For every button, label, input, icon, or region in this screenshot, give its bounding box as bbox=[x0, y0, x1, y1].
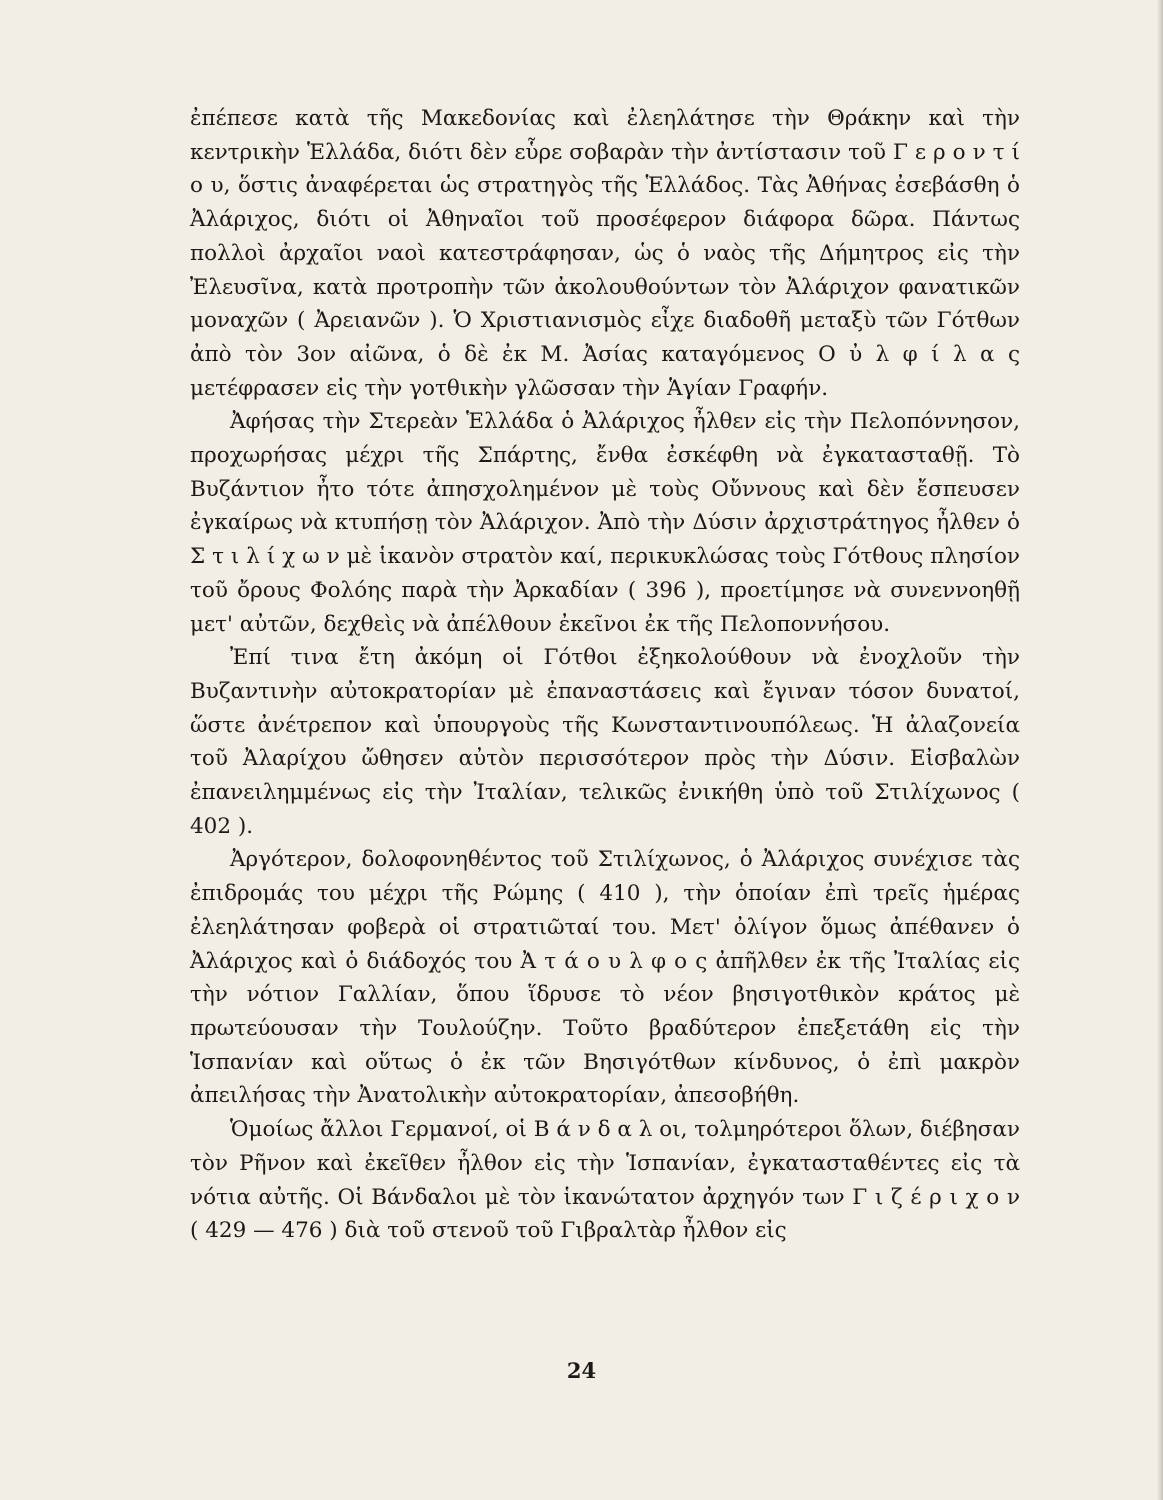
paragraph-1: ἐπέπεσε κατὰ τῆς Μακεδονίας καὶ ἐλεηλάτησε τὴν Θράκην καὶ τὴν κεντρικὴν Ἑλλάδα, διότι δὲν εὗρε σοβαρὰν τὴν ἀντίστασιν τοῦ Γ ε ρ ο ν τ ί ο υ, ὅστις ἀναφέρεται ὡς στρατηγὸς τῆς Ἑλλάδος. Τὰς Ἀθήνας ἐσεβάσθη ὁ Ἀλάριχος, διότι οἱ Ἀθηναῖοι τοῦ προσέφερον διάφορα δῶρα. Πάντως πολλοὶ ἀρχαῖοι ναοὶ κατεστράφησαν, ὡς ὁ ναὸς τῆς Δήμητρος εἰς τὴν Ἐλευσῖνα, κατὰ προτροπὴν τῶν ἀκολουθούντων τὸν Ἀλάριχον φανατικῶν μοναχῶν ( Ἀρειανῶν ). Ὁ Χριστιανισμὸς εἶχε διαδοθῆ μεταξὺ τῶν Γότθων ἀπὸ τὸν 3ον αἰῶνα, ὁ δὲ ἐκ Μ. Ἀσίας καταγόμενος Ο ὐ λ φ ί λ α ς μετέφρασεν εἰς τὴν γοτθικὴν γλῶσσαν τὴν Ἁγίαν Γραφήν. bbox=[190, 106, 1020, 401]
body-text bbox=[190, 102, 1020, 1248]
paragraph-4: Ἀργότερον, δολοφονηθέντος τοῦ Στιλίχωνος, ὁ Ἀλάριχος συνέχισε τὰς ἐπιδρομάς του μέχρι τῆς Ρώμης ( 410 ), τὴν ὁποίαν ἐπὶ τρεῖς ἡμέρας ἐλεηλάτησαν φοβερὰ οἱ στρατιῶταί του. Μετ' ὀλίγον ὅμως ἀπέθανεν ὁ Ἀλάριχος καὶ ὁ διάδοχός του Ἀ τ ά ο υ λ φ ο ς ἀπῆλθεν ἐκ τῆς Ἰταλίας εἰς τὴν νότιον Γαλλίαν, ὅπου ἵδρυσε τὸ νέον βησιγοτθικὸν κράτος μὲ πρωτεύουσαν τὴν Τουλούζην. Τοῦτο βραδύτερον ἐπεξετάθη εἰς τὴν Ἱσπανίαν καὶ οὕτως ὁ ἐκ τῶν Βησιγότθων κίνδυνος, ὁ ἐπὶ μακρὸν ἀπειλήσας τὴν Ἀνατολικὴν αὐτοκρατορίαν, ἀπεσοβήθη. bbox=[190, 847, 1020, 1109]
page-edge-shadow bbox=[1157, 0, 1163, 1500]
page-number: 24 bbox=[566, 1358, 597, 1383]
paragraph-5: Ὁμοίως ἄλλοι Γερμανοί, οἱ Β ά ν δ α λ οι, τολμηρότεροι ὅλων, διέβησαν τὸν Ρῆνον καὶ ἐκεῖθεν ἦλθον εἰς τὴν Ἱσπανίαν, ἐγκατασταθέντες εἰς τὰ νότια αὐτῆς. Οἱ Βάνδαλοι μὲ τὸν ἱκανώτατον ἀρχηγόν των Γ ι ζ έ ρ ι χ ο ν ( 429 — 476 ) διὰ τοῦ στενοῦ τοῦ Γιβραλτὰρ ἦλθον εἰς bbox=[190, 1117, 1020, 1244]
paragraph-3: Ἐπί τινα ἔτη ἀκόμη οἱ Γότθοι ἐξηκολούθουν νὰ ἐνοχλοῦν τὴν Βυζαντινὴν αὐτοκρατορίαν μὲ ἐπαναστάσεις καὶ ἔγιναν τόσον δυνατοί, ὥστε ἀνέτρεπον καὶ ὑπουργοὺς τῆς Κωνσταντινουπόλεως. Ἡ ἀλαζονεία τοῦ Ἀλαρίχου ὤθησεν αὐτὸν περισσότερον πρὸς τὴν Δύσιν. Εἰσβαλὼν ἐπανειλημμένως εἰς τὴν Ἰταλίαν, τελικῶς ἐνικήθη ὑπὸ τοῦ Στιλίχωνος ( 402 ). bbox=[190, 645, 1020, 839]
paragraph-2: Ἀφήσας τὴν Στερεὰν Ἑλλάδα ὁ Ἀλάριχος ἦλθεν εἰς τὴν Πελοπόννησον, προχωρήσας μέχρι τῆς Σπάρτης, ἔνθα ἐσκέφθη νὰ ἐγκατασταθῇ. Τὸ Βυζάντιον ἦτο τότε ἀπησχολημένον μὲ τοὺς Οὔννους καὶ δὲν ἔσπευσεν ἐγκαίρως νὰ κτυπήσῃ τὸν Ἀλάριχον. Ἀπὸ τὴν Δύσιν ἀρχιστράτηγος ἦλθεν ὁ Σ τ ι λ ί χ ω ν μὲ ἱκανὸν στρατὸν καί, περικυκλώσας τοὺς Γότθους πλησίον τοῦ ὄρους Φολόης παρὰ τὴν Ἀρκαδίαν ( 396 ), προετίμησε νὰ συνεννοηθῇ μετ' αὐτῶν, δεχθεὶς νὰ ἀπέλθουν ἐκεῖνοι ἐκ τῆς Πελοποννήσου. bbox=[190, 409, 1020, 637]
